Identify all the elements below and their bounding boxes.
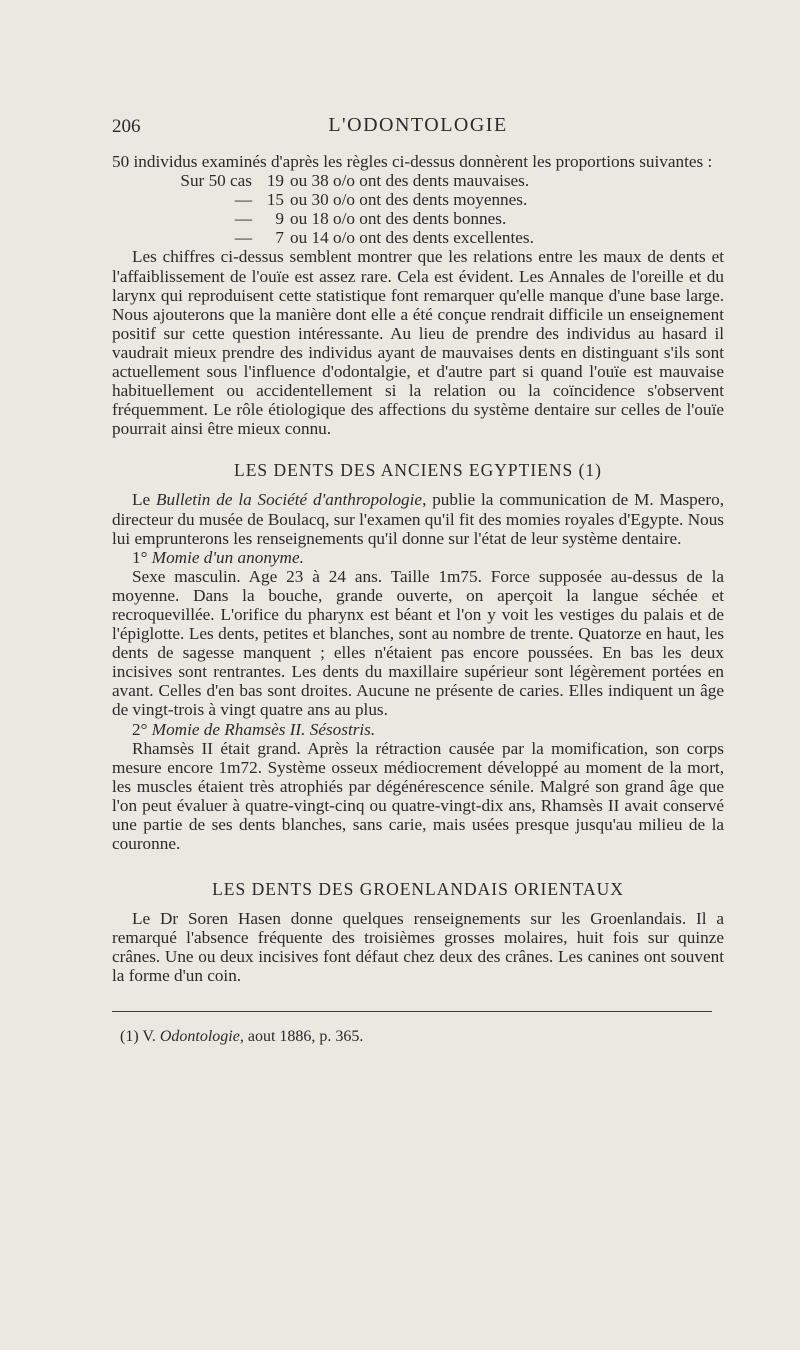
statistics-row-lead: — — [234, 209, 252, 229]
statistics-row-count: 7 — [275, 228, 284, 248]
statistics-row-count: 19 — [266, 171, 284, 191]
statistics-row — [112, 209, 724, 228]
footnote-source: Odontologie, — [159, 1027, 244, 1045]
section-heading-groenlandais: LES DENTS DES GROENLANDAIS ORIENTAUX — [212, 879, 624, 900]
mummy1-title: Momie d'un anonyme. — [151, 547, 304, 567]
mummy2-label: 2° — [132, 719, 148, 739]
journal-title: L'ODONTOLOGIE — [328, 114, 508, 136]
statistics-row-text: ou 14 o/o ont des dents excellentes. — [290, 228, 534, 248]
footnote-marker: (1) V. — [120, 1027, 156, 1045]
statistics-row-lead: Sur 50 cas — [180, 171, 252, 191]
mummy1-subheading — [112, 548, 724, 567]
statistics-intro: 50 individus examinés d'après les règles ci-dessus donnèrent les proportions suivantes : — [112, 152, 713, 171]
section1-intro-paragraph — [112, 490, 724, 547]
footnote-rule — [112, 1011, 712, 1012]
mummy1-paragraph: Sexe masculin. Age 23 à 24 ans. Taille 1m75. Force supposée au-dessus de la moyenne. Dans la bouche, grande ouverte, on aperçoit la langue séchée et recroquevillée. L'orifice du pharynx est béant et l'on y voit les vestiges du palais et de l'épiglotte. Les dents, petites et blanches, sont au nombre de trente. Quatorze en haut, les dents de sagesse manquent ; elles n'étaient pas encore poussées. En bas les deux incisives sont rentrantes. Les dents du maxillaire supérieur sont légèrement portées en avant. Celles d'en bas sont droites. Aucune ne présente de caries. Elles indiquent un âge de vingt-trois à vingt quatre ans au plus. — [112, 566, 724, 720]
statistics-row-text: ou 38 o/o ont des dents mauvaises. — [290, 171, 530, 191]
section1-intro-after: , publie la communication de M. Maspero, directeur du musée de Boulacq, sur l'examen qu'il fit des momies royales d'Egypte. Nous lui emprunterons les renseignements qu'il donne sur l'état de leur système dentaire. — [112, 490, 724, 548]
mummy2-title: Momie de Rhamsès II. Sésostris. — [151, 719, 376, 739]
page-number: 206 — [112, 116, 141, 137]
statistics-row — [112, 228, 724, 247]
mummy1-label: 1° — [132, 547, 148, 567]
statistics-row — [112, 171, 724, 190]
bulletin-title: Bulletin de la Société d'anthropologie — [155, 490, 423, 510]
statistics-row-text: ou 30 o/o ont des dents moyennes. — [290, 190, 528, 210]
footnote — [112, 1028, 724, 1046]
section-heading-egyptiens: LES DENTS DES ANCIENS EGYPTIENS (1) — [234, 460, 602, 481]
statistics-row-count: 9 — [275, 209, 284, 229]
running-head — [112, 112, 724, 142]
statistics-row — [112, 190, 724, 209]
statistics-row-lead: — — [234, 228, 252, 248]
statistics-table — [112, 171, 724, 247]
section2-paragraph: Le Dr Soren Hasen donne quelques renseignements sur les Groenlandais. Il a remarqué l'absence fréquente des troisièmes grosses molaires, huit fois sur quinze crânes. Une ou deux incisives font défaut chez deux des crânes. Les canines ont souvent la forme d'un coin. — [112, 909, 724, 986]
statistics-row-count: 15 — [266, 190, 284, 210]
statistics-row-text: ou 18 o/o ont des dents bonnes. — [290, 209, 507, 229]
footnote-rest: aout 1886, p. 365. — [247, 1027, 364, 1045]
mummy2-subheading — [112, 720, 724, 739]
statistics-row-lead: — — [234, 190, 252, 210]
conclusion-paragraph: Les chiffres ci-dessus semblent montrer que les relations entre les maux de dents et l'affaiblissement de l'ouïe est assez rare. Cela est évident. Les Annales de l'oreille et du larynx qui reproduisent cette statistique font remarquer qu'elle manque d'une base large. Nous ajouterons que la manière dont elle a été conçue rendrait difficile un enseignement positif sur cette question intéressante. Au lieu de prendre des individus au hasard il vaudrait mieux prendre des individus ayant de mauvaises dents en distinguant s'ils sont actuellement sous l'influence d'odontalgie, et d'autre part si quand l'ouïe est mauvaise habituellement ou accidentellement si la relation ou la coïncidence s'observent fréquemment. Le rôle étiologique des affections du système dentaire sur celles de l'ouïe pourrait ainsi être mieux connu. — [112, 247, 724, 439]
page — [112, 112, 724, 1046]
section1-intro-before: Le — [132, 490, 156, 510]
mummy2-paragraph: Rhamsès II était grand. Après la rétraction causée par la momification, son corps mesure encore 1m72. Système osseux médiocrement développé au moment de la mort, les muscles étaient très atrophiés par dégénérescence sénile. Malgré son grand âge que l'on peut évaluer à quatre-vingt-cinq ou quatre-vingt-dix ans, Rhamsès II avait conservé une partie de ses dents blanches, sans carie, mais usées presque jusqu'au milieu de la couronne. — [112, 738, 724, 854]
